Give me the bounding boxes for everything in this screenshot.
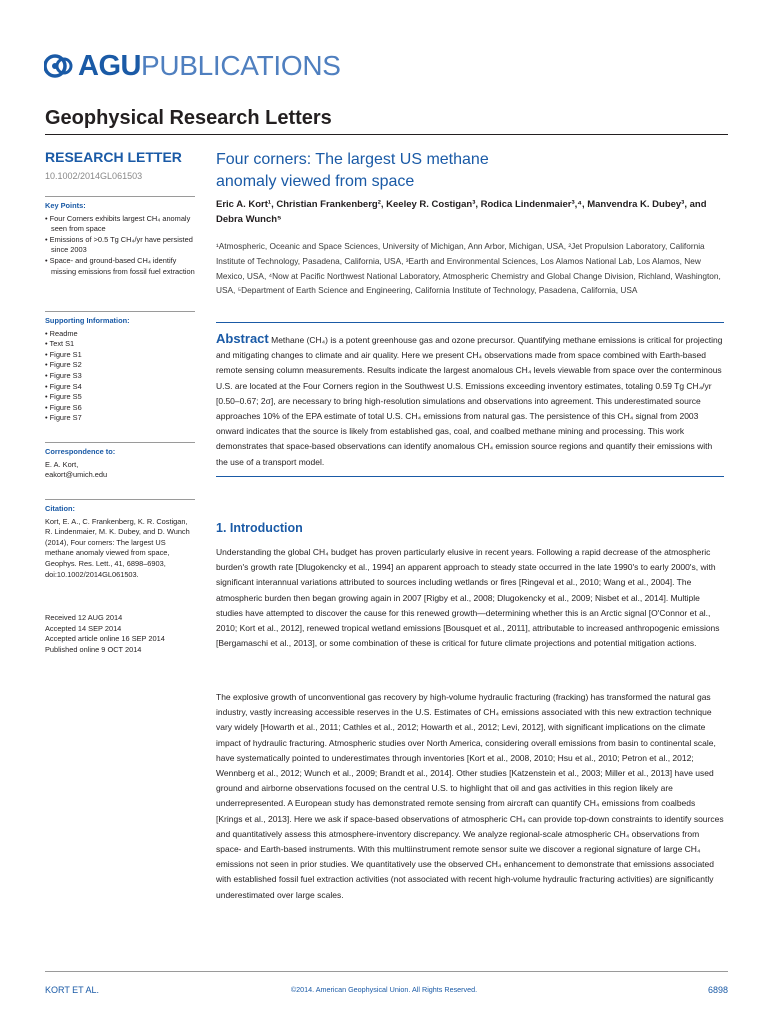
logo-agu-text: AGU (78, 50, 141, 82)
doi-link[interactable]: 10.1002/2014GL061503 (45, 171, 143, 181)
key-points-rule (45, 196, 195, 197)
supporting-item[interactable]: • Figure S3 (45, 370, 82, 380)
supporting-rule (45, 311, 195, 312)
key-points-list (45, 214, 195, 278)
author-list: Eric A. Kort¹, Christian Frankenberg², Keeley R. Costigan³, Rodica Lindenmaier³,⁴, Manvendra K. Dubey³, and Debra Wunch⁵ (216, 199, 707, 225)
logo-publications-text: PUBLICATIONS (140, 50, 341, 81)
correspondence-rule (45, 442, 195, 443)
supporting-item[interactable]: • Figure S7 (45, 413, 82, 423)
agu-publications-logo (44, 48, 341, 84)
supporting-item[interactable]: • Readme (45, 328, 78, 338)
date-accepted: Accepted 14 SEP 2014 (45, 623, 122, 633)
supporting-item[interactable]: • Text S1 (45, 339, 75, 349)
article-dates (45, 613, 195, 655)
supporting-item[interactable]: • Figure S5 (45, 392, 82, 402)
supporting-information (45, 311, 195, 424)
article-type: RESEARCH LETTER (45, 149, 182, 165)
intro-paragraph-1: Understanding the global CH₄ budget has proven particularly elusive in recent years. Following a rapid decrease of the atmospheric burden's growth rate [Dlugokencky et al., 1994] an apparent approach to steady state occurred in the late 1990's to early 2000's, with significant interannual variations attributed to sources including wetlands or fires [Ringeval et al., 2010; Wang et al., 2004]. The atmospheric burden then began growing again in 2007 [Rigby et al., 2008; Dlugokencky et al., 2009; Nisbet et al., 2014]. Multiple studies have attempted to discover the cause for this renewed growth—determining whether this is an Arctic signal [O'Connor et al., 2010; Kort et al., 2012], renewed tropical wetland emissions [Bousquet et al., 2011], attributable to increased anthropogenic emissions [Bergamaschi et al., 2013], or some combination of these is critical for future climate projections and potential mitigation actions. (216, 547, 720, 649)
supporting-item[interactable]: • Figure S2 (45, 360, 82, 370)
footer-divider (45, 971, 728, 972)
date-received: Received 12 AUG 2014 (45, 613, 123, 622)
title-line-1: Four corners: The largest US methane (216, 151, 489, 168)
correspondence-email[interactable]: eakort@umich.edu (45, 470, 108, 480)
citation-text: Kort, E. A., C. Frankenberg, K. R. Costigan, R. Lindenmaier, M. K. Dubey, and D. Wunch (2014), Four corners: The largest US methane anomaly viewed from space, Geophys. Res. Lett., 41, 6898–6903, doi:10.1002/2014GL061503. (45, 516, 190, 579)
affiliations: ¹Atmospheric, Oceanic and Space Sciences, University of Michigan, Ann Arbor, Michigan, USA, ²Jet Propulsion Laboratory, California Institute of Technology, Pasadena, California, USA, ³Earth and Environmental Sciences, Los Alamos National Lab, Los Alamos, New Mexico, USA, ⁴Now at Pacific Northwest National Laboratory, Atmospheric Chemistry and Global Change Division, Richland, Washington, USA, ⁵Department of Earth Science and Engineering, California Institute of Technology, Pasadena, California, USA (216, 241, 721, 296)
abstract-text: Methane (CH₄) is a potent greenhouse gas and ozone precursor. Quantifying methane emissions is critical for projecting and mitigating changes to climate and air quality. Here we present CH₄ observations made from space combined with Earth-based remote sensing column measurements. Results indicate the largest anomalous CH₄ levels viewable from space over the conterminous U.S. are located at the Four Corners region in the Southwest U.S. Emissions exceeding inventory estimates, totaling 0.59 Tg CH₄/yr [0.50–0.67; 2σ], are necessary to bring high-resolution simulations and observations into agreement. This underestimated source approaches 10% of the EPA estimate of total U.S. CH₄ emissions from natural gas. The persistence of this CH₄ signal from 2003 onward indicates that the source is likely from established gas, coal, and coalbed methane mining and processing. This work demonstrates that space-based observations can identify anomalous CH₄ emission source regions and quantify their emissions with the use of a transport model. (216, 335, 723, 467)
citation-title: Citation: (45, 504, 75, 513)
agu-globe-icon (44, 52, 74, 80)
correspondence-title: Correspondence to: (45, 447, 116, 456)
footer-running-head: KORT ET AL. (45, 985, 100, 995)
citation-rule (45, 499, 195, 500)
key-points (45, 196, 195, 277)
key-point: • Four Corners exhibits largest CH₄ anomaly seen from space (45, 213, 191, 234)
abstract-title: Abstract (216, 331, 269, 346)
correspondence (45, 442, 195, 481)
date-published: Published online 9 OCT 2014 (45, 644, 142, 654)
article-title (216, 149, 616, 193)
page-number: 6898 (707, 985, 728, 995)
title-line-2: anomaly viewed from space (216, 173, 415, 190)
footer-copyright: ©2014. American Geophysical Union. All Rights Reserved. (290, 985, 478, 994)
supporting-item[interactable]: • Figure S1 (45, 349, 82, 359)
abstract-section (216, 322, 724, 477)
supporting-title: Supporting Information: (45, 316, 130, 325)
correspondence-name: E. A. Kort, (45, 459, 79, 469)
date-accepted-online: Accepted article online 16 SEP 2014 (45, 634, 165, 644)
key-points-title: Key Points: (45, 201, 86, 210)
supporting-item[interactable]: • Figure S6 (45, 402, 82, 412)
header-divider (45, 134, 728, 135)
supporting-list (45, 329, 195, 424)
journal-name: Geophysical Research Letters (45, 107, 332, 129)
section-heading: 1. Introduction (216, 521, 303, 535)
citation (45, 499, 195, 580)
key-point: • Space- and ground-based CH₄ identify missing emissions from fossil fuel extraction (45, 255, 195, 276)
key-point: • Emissions of >0.5 Tg CH₄/yr have persisted since 2003 (45, 234, 193, 255)
intro-paragraph-2: The explosive growth of unconventional gas recovery by high-volume hydraulic fracturing (fracking) has transformed the natural gas industry, vastly increasing accessible reserves in the U.S. Estimates of CH₄ emissions associated with this new extraction technique vary widely [Howarth et al., 2011; Cathles et al., 2012; Howarth et al., 2012; Levi, 2012], with significant implications on the climate impact of hydraulic fracturing. Atmospheric studies over North America, considering overall emissions from basin to continental scale, have systematically pointed to underestimates through inventories [Kort et al., 2008, 2010; Hsu et al., 2010; Petron et al., 2012; Wennberg et al., 2012; Wunch et al., 2009; Brandt et al., 2014]. Other studies [Katzenstein et al., 2003; Miller et al., 2013] have used ground and airborne observations focused on the central U.S. to highlight that oil and gas activities in this region likely are underrepresented. A European study has demonstrated remote sensing from aircraft can quantify CH₄ emissions from coalbeds [Krings et al., 2013]. Here we ask if space-based observations of atmospheric CH₄ can provide top-down constraints to identify sources and quantitatively assess this atmosphere-inventory discrepancy. We analyze regional-scale atmospheric CH₄ observations from space- and Earth-based instruments. With this multiinstrument remote sensor suite we discover a regional signature of large CH₄ emissions not seen in prior studies. We quantitatively use the observed CH₄ enhancement to demonstrate that emissions associated with established fossil fuel extraction activities (not associated with recent high-volume hydraulic fracturing activities) are significantly underestimated over large scales. (216, 692, 724, 900)
supporting-item[interactable]: • Figure S4 (45, 381, 82, 391)
